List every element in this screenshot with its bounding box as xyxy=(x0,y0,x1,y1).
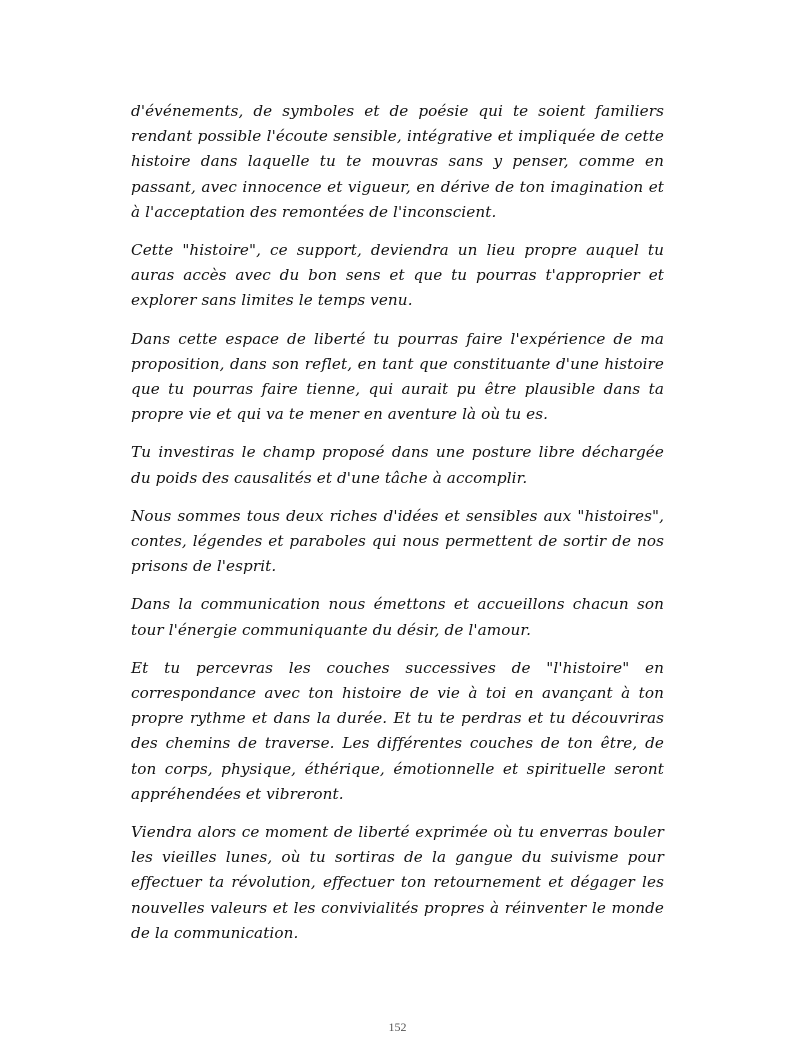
paragraph: Nous sommes tous deux riches d'idées et sensibles aux "histoires", contes, légendes et paraboles qui nous permettent de sortir de nos prisons de l'esprit. xyxy=(131,506,664,576)
paragraph: Et tu percevras les couches successives de "l'histoire" en correspondance avec ton histoire de vie à toi en avançant à ton propre rythme et dans la durée. Et tu te perdras et tu découvriras des chemins de traverse. Les différentes couches de ton être, de ton corps, physique, éthérique, émotionnelle et spirituelle seront appréhendées et vibreront. xyxy=(131,658,664,803)
page-body xyxy=(131,99,664,959)
paragraph: Dans la communication nous émettons et accueillons chacun son tour l'énergie communiquante du désir, de l'amour. xyxy=(131,595,664,639)
paragraph: Dans cette espace de liberté tu pourras faire l'expérience de ma proposition, dans son reflet, en tant que constituante d'une histoire que tu pourras faire tienne, qui aurait pu être plausible dans ta propre vie et qui va te mener en aventure là où tu es. xyxy=(131,329,664,424)
paragraph: d'événements, de symboles et de poésie qui te soient familiers rendant possible l'écoute sensible, intégrative et impliquée de cette histoire dans laquelle tu te mouvras sans y penser, comme en passant, avec innocence et vigueur, en dérive de ton imagination et à l'acceptation des remontées de l'inconscient. xyxy=(131,102,664,221)
paragraph: Tu investiras le champ proposé dans une posture libre déchargée du poids des causalités et d'une tâche à accomplir. xyxy=(131,443,664,487)
paragraph: Cette "histoire", ce support, deviendra un lieu propre auquel tu auras accès avec du bon sens et que tu pourras t'approprier et explorer sans limites le temps venu. xyxy=(131,241,664,310)
page-number: 152 xyxy=(388,1020,407,1034)
paragraph: Viendra alors ce moment de liberté exprimée où tu enverras bouler les vieilles lunes, où tu sortiras de la gangue du suivisme pour effectuer ta révolution, effectuer ton retournement et dégager les nouvelles valeurs et les convivialités propres à réinventer le monde de la communication. xyxy=(131,823,664,942)
